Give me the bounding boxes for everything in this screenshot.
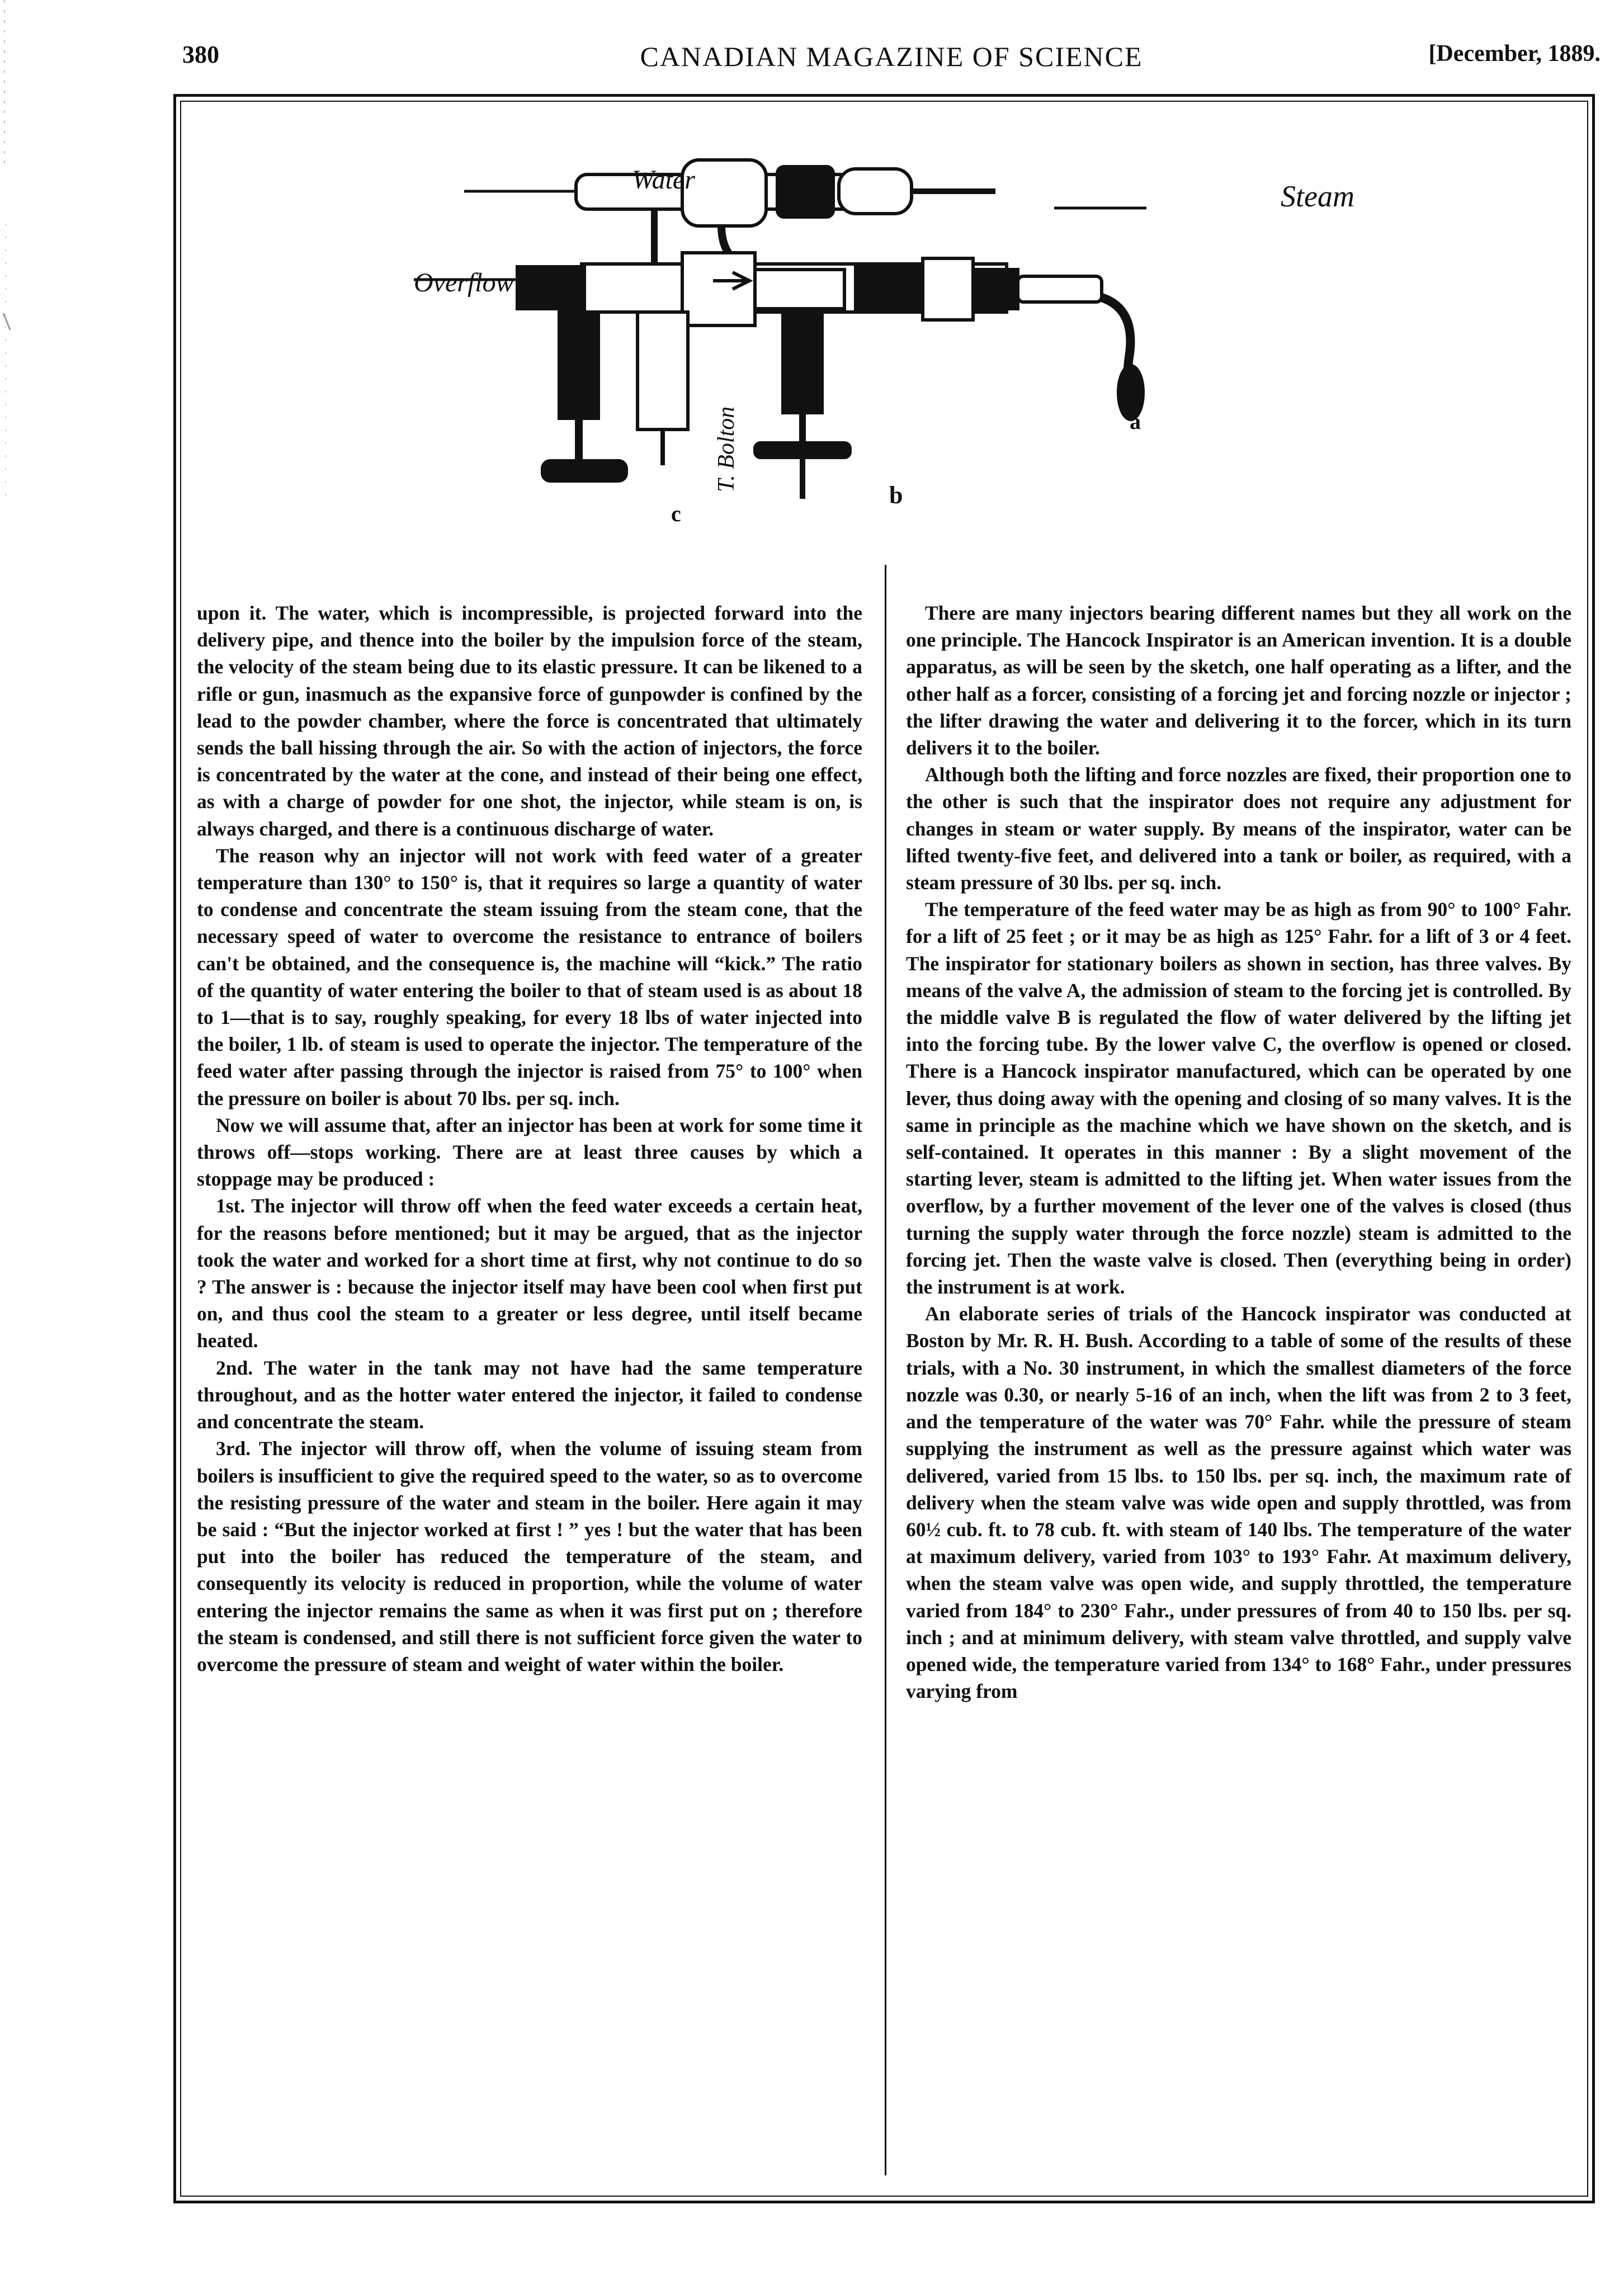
paragraph: Although both the lifting and force nozzles are fixed, their proportion one to the other is such that the inspirator does not require any adjustment for changes in steam or water supply. By means of the inspirator, water can be lifted twenty-five feet, and delivered into a tank or boiler, as required, with a steam pressure of 30 lbs. per sq. inch. [906,763,1571,894]
page-number: 380 [182,41,219,68]
figure-label-c: c [671,501,681,526]
left-column [197,600,862,1678]
paragraph: upon it. The water, which is incompressible, is projected forward into the delivery pipe, and thence into the boiler by the impulsion force of the steam, the velocity of the steam being due to its elastic pressure. It can be likened to a rifle or gun, inasmuch as the expansive force of gunpowder is confined by the lead to the powder chamber, where the force is concentrated that ultimately sends the ball hissing through the air. So with the action of injectors, the force is concentrated by the water at the cone, and instead of their being one effect, as with a charge of powder for one shot, the injector, while steam is on, is always charged, and there is a continuous discharge of water. [197,602,862,840]
figure-label-a: a [1130,409,1141,434]
running-header [182,40,1601,76]
column-divider [885,565,886,2175]
paragraph: The reason why an injector will not work with feed water of a greater temperature than 130° to 150° is, that it requires so large a quantity of water to condense and concentrate the steam issuing from the steam cone, that the necessary speed of water to overcome the resistance to entrance of boilers can't be obtained, and the consequence is, the machine will “kick.” The ratio of the quantity of water entering the boiler to that of steam used is as about 18 to 1—that is to say, roughly speaking, for every 18 lbs of water injected into the boiler, 1 lb. of steam is used to operate the injector. The temperature of the feed water after passing through the injector is raised from 75° to 100° when the pressure on boiler is about 70 lbs. per sq. inch. [197,844,862,1110]
figure-label-b: b [889,482,903,509]
figure-label-overflow: Overflow [414,268,514,298]
journal-title: CANADIAN MAGAZINE OF SCIENCE [640,41,1143,72]
paragraph: Now we will assume that, after an injector has been at work for some time it throws off—stops working. There are at least three causes by which a stoppage may be produced : [197,1113,862,1191]
paragraph: 1st. The injector will throw off when the feed water exceeds a certain heat, for the reasons before mentioned; but it may be argued, that as the injector took the water and worked for a short time at first, why not continue to do so ? The answer is : because the injector itself may have been cool when first put on, and thus cool the steam to a greater or less degree, until itself became heated. [197,1195,862,1352]
paragraph: 2nd. The water in the tank may not have had the same temperature throughout, and as the hotter water entered the injector, it failed to condense and concentrate the steam. [197,1356,862,1433]
right-column [906,600,1571,1705]
figure-label-water: Water [632,165,695,195]
issue-date: [December, 1889. [1428,41,1601,67]
paragraph: 3rd. The injector will throw off, when the volume of issuing steam from boilers is insufficient to give the required speed to the water, so as to overcome the resisting pressure of the water and steam in the boiler. Here again it may be said : “But the injector worked at first ! ” yes ! but the water that has been put into the boiler has reduced the temperature of the steam, and consequently its velocity is reduced in proportion, while the volume of water entering the injector remains the same as when it was first put on ; therefore the steam is condensed, and still there is not sufficient force given the water to overcome the pressure of steam and weight of water within the boiler. [197,1437,862,1675]
figure-label-steam: Steam [1281,180,1354,213]
scan-edge-marks [0,0,13,2294]
paragraph: The temperature of the feed water may be as high as from 90° to 100° Fahr. for a lift of 25 feet ; or it may be as high as 125° Fahr. for a lift of 3 or 4 feet. The inspirator for stationary boilers as shown in section, has three valves. By means of the valve A, the admission of steam to the forcing jet is controlled. By the middle valve B is regulated the flow of water delivered by the lifting jet into the forcing tube. By the lower valve C, the overflow is opened or closed. There is a Hancock inspirator manufactured, which can be operated by one lever, thus doing away with the opening and closing of so many valves. It is the same in principle as the machine which we have shown on the sketch, and is self-contained. It operates in this manner : By a slight movement of the starting lever, steam is admitted to the lifting jet. When water issues from the overflow, by a further movement of the lever one of the valves is closed (thus turning the supply water through the force nozzle) steam is admitted to the forcing jet. Then the waste valve is closed. Then (everything being in order) the instrument is at work. [906,898,1571,1299]
figure-signature: T. Bolton [714,406,739,492]
paragraph: There are many injectors bearing different names but they all work on the one principle. The Hancock Inspirator is an American invention. It is a double apparatus, as will be seen by the sketch, one half operating as a lifter, and the other half as a forcer, consisting of a forcing jet and forcing nozzle or injector ; the lifter drawing the water and delivering it to the forcer, which in its turn delivers it to the boiler. [906,602,1571,759]
paragraph: An elaborate series of trials of the Hancock inspirator was conducted at Boston by Mr. R. H. Bush. According to a table of some of the results of these trials, with a No. 30 instrument, in which the smallest diameters of the force nozzle was 0.30, or nearly 5-16 of an inch, when the lift was from 2 to 3 feet, and the temperature of the water was 70° Fahr. while the pressure of steam supplying the instrument as well as the pressure against which water was delivered, varied from 15 lbs. to 150 lbs. per sq. inch, the maximum rate of delivery when the steam valve was wide open and supply throttled, was from 60½ cub. ft. to 78 cub. ft. with steam of 140 lbs. The temperature of the water at maximum delivery, varied from 103° to 193° Fahr. At maximum delivery, when the steam valve was open wide, and supply throttled, the temperature varied from 184° to 230° Fahr., under pressures of from 40 to 150 lbs. per sq. inch ; and at minimum delivery, with steam valve throttled, and supply valve opened wide, the temperature varied from 134° to 168° Fahr., under pressures varying from [906,1302,1571,1703]
